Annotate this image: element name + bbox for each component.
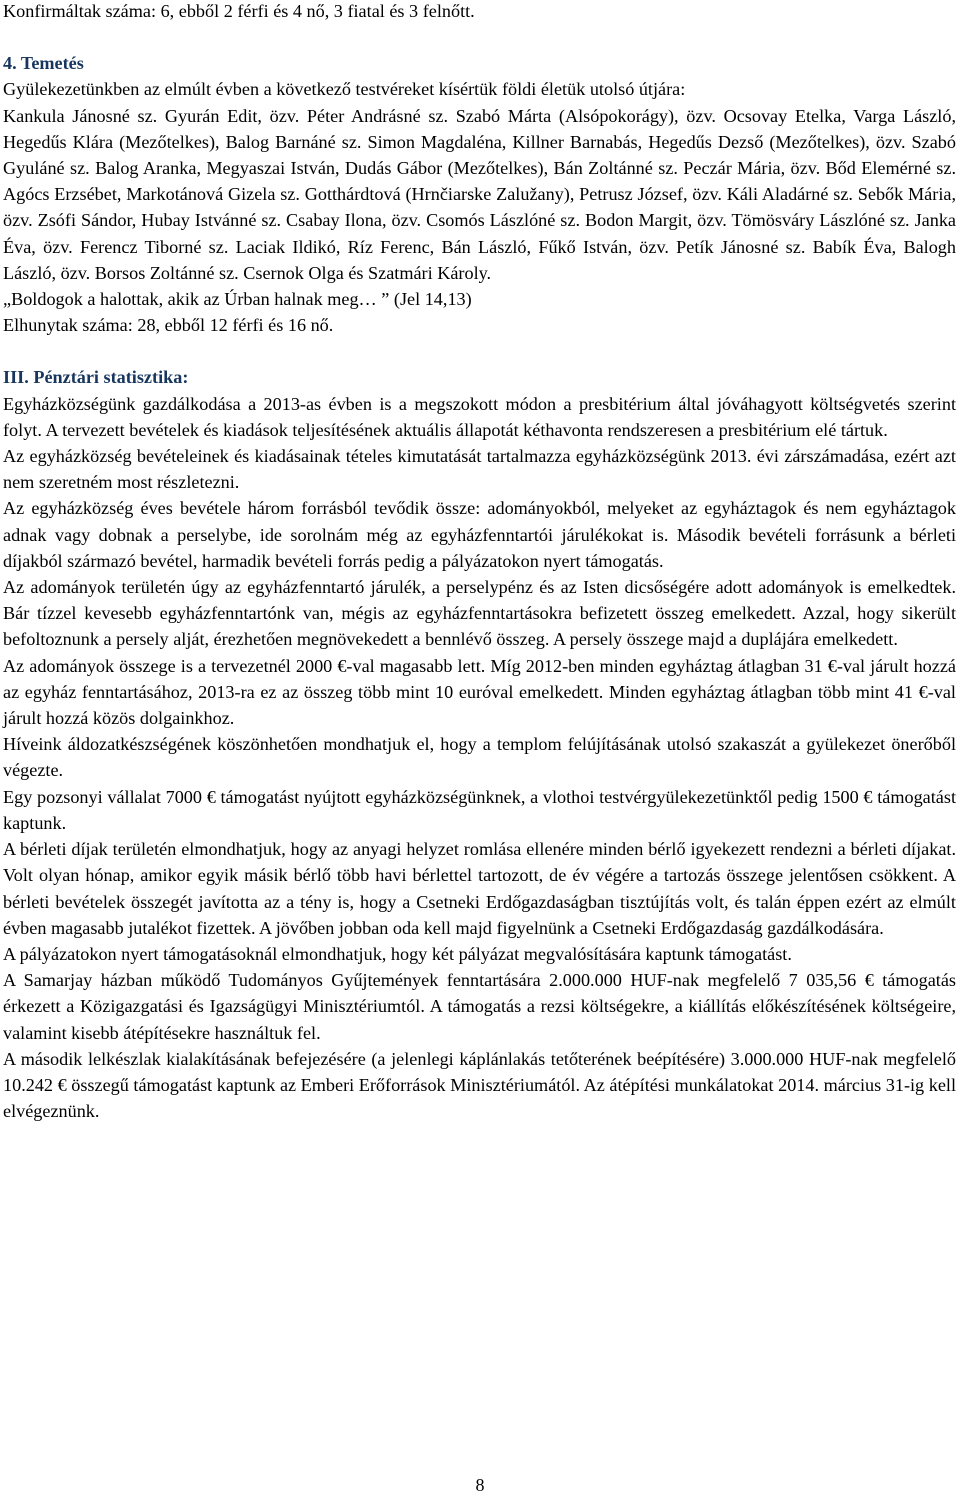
finance-roman-numeral: III.	[3, 367, 29, 388]
spacer	[3, 338, 956, 364]
finance-paragraph: A pályázatokon nyert támogatásoknál elmondhatjuk, hogy két pályázat megvalósítására kaptunk támogatást.	[3, 943, 792, 964]
funeral-heading: 4. Temetés	[3, 53, 84, 74]
page-number: 8	[475, 1475, 485, 1495]
finance-paragraph: Az egyházközség éves bevétele három forrásból tevődik össze: adományokból, melyeket az egyháztagok és nem egyháztagok adnak vagy dobnak a perselybe, ide sorolnám még az egyházfenntartói járulékokat is. Második bevételi forrásunk a bérleti díjakból származó bevétel, harmadik bevételi forrás pedig a pályázatokon nyert támogatás.	[3, 498, 956, 571]
finance-paragraph: A második lelkészlak kialakításának befejezésére (a jelenlegi káplánlakás tetőterének beépítésére) 3.000.000 HUF-nak megfelelő 10.242 € összegű támogatást kaptunk az Emberi Erőforrások Minisztériumától. Az átépítési munkálatokat 2014. március 31-ig kell elvégeznünk.	[3, 1048, 956, 1122]
finance-paragraph: Egy pozsonyi vállalat 7000 € támogatást nyújtott egyházközségünknek, a vlothoi testvérgyülekezetünktől pedig 1500 € támogatást kaptunk.	[3, 786, 956, 833]
finance-paragraph: Az adományok területén úgy az egyházfenntartó járulék, a perselypénz és az Isten dicsőségére adott adományok is emelkedtek. Bár tízzel kevesebb egyházfenntartónk van, mégis az egyházfenntartásokra befizetett összeg emelkedett. Azzal, hogy sikerült befoltoznunk a persely alját, érezhetően megnövekedett a bennlévő összeg. A persely összege majd a duplájára emelkedett.	[3, 577, 956, 650]
document-page	[3, 0, 956, 1124]
confirmed-count-line: Konfirmáltak száma: 6, ebből 2 férfi és 4 nő, 3 fiatal és 3 felnőtt.	[3, 1, 475, 21]
finance-paragraph: Az adományok összege is a tervezetnél 2000 €-val magasabb lett. Míg 2012-ben minden egyháztag átlagban 31 €-val járult hozzá az egyház fenntartásához, 2013-ra ez az összeg több mint 10 euróval emelkedett. Minden egyháztag átlagban több mint 41 €-val járult hozzá közös dolgainkhoz.	[3, 655, 956, 729]
finance-paragraph: A Samarjay házban működő Tudományos Gyűjtemények fenntartására 2.000.000 HUF-nak megfelelő 7 035,56 € támogatás érkezett a Közigazgatási és Igazságügyi Minisztériumtól. A támogatás a rezsi költségekre, a kiállítás előkészítésének költségeire, valamint kisebb átépítésekre használtuk fel.	[3, 970, 956, 1043]
deceased-count-line: Elhunytak száma: 28, ebből 12 férfi és 16 nő.	[3, 315, 334, 336]
finance-paragraph: Híveink áldozatkészségének köszönhetően mondhatjuk el, hogy a templom felújításának utolsó szakaszát a gyülekezet önerőből végezte.	[3, 734, 956, 781]
bible-quote: „Boldogok a halottak, akik az Úrban halnak meg… ” (Jel 14,13)	[3, 289, 472, 310]
finance-title: Pénztári statisztika:	[33, 367, 189, 388]
spacer	[3, 24, 956, 50]
finance-paragraph: Az egyházközség bevételeinek és kiadásainak tételes kimutatását tartalmazza egyházközségünk 2013. évi zárszámadása, ezért azt nem szeretném most részletezni.	[3, 446, 956, 493]
finance-paragraph: A bérleti díjak területén elmondhatjuk, hogy az anyagi helyzet romlása ellenére minden bérlő igyekezett rendezni a bérleti díjakat. Volt olyan hónap, amikor egyik másik bérlő több havi bérlettel tartozott, de év végére a tartozás összege jelentősen csökkent. A bérleti bevételek összegét javította az a tény is, hogy a Csetneki Erdőgazdaságban tisztújítás volt, és talán éppen ezért az elmúlt évben magasabb jutalékot fizettek. A jövőben jobban oda kell majd figyelnünk a Csetneki Erdőgazdaság gazdálkodására.	[3, 839, 956, 938]
funeral-intro: Gyülekezetünkben az elmúlt évben a következő testvéreket kísértük földi életük utolsó útjára:	[3, 79, 686, 100]
funeral-names: Kankula Jánosné sz. Gyurán Edit, özv. Péter Andrásné sz. Szabó Márta (Alsópokorágy), özv. Ocsovay Etelka, Varga László, Hegedűs Klára (Mezőtelkes), Balog Barnáné sz. Simon Magdaléna, Killner Barnabás, Hegedűs Dezső (Mezőtelkes), özv. Szabó Gyuláné sz. Balog Aranka, Megyaszai István, Dudás Gábor (Mezőtelkes), Bán Zoltánné sz. Peczár Mária, özv. Bőd Elemérné sz. Agócs Erzsébet, Markotánová Gizela sz. Gotthárdtová (Hrnčiarske Zalužany), Petrusz József, özv. Káli Aladárné sz. Sebők Mária, özv. Zsófi Sándor, Hubay Istvánné sz. Csabay Ilona, özv. Csomós Lászlóné sz. Bodon Margit, özv. Tömösváry Lászlóné sz. Janka Éva, özv. Ferencz Tiborné sz. Laciak Ildikó, Ríz Ferenc, Bán László, Fűkő István, özv. Petík Jánosné sz. Babík Éva, Balogh László, özv. Borsos Zoltánné sz. Csernok Olga és Szatmári Károly.	[3, 105, 956, 283]
finance-heading	[3, 364, 956, 390]
finance-paragraph: Egyházközségünk gazdálkodása a 2013-as évben is a megszokott módon a presbitérium által jóváhagyott költségvetés szerint folyt. A tervezett bevételek és kiadások teljesítésének aktuális állapotát kéthavonta rendszeresen a presbitérium elé tártuk.	[3, 393, 956, 440]
